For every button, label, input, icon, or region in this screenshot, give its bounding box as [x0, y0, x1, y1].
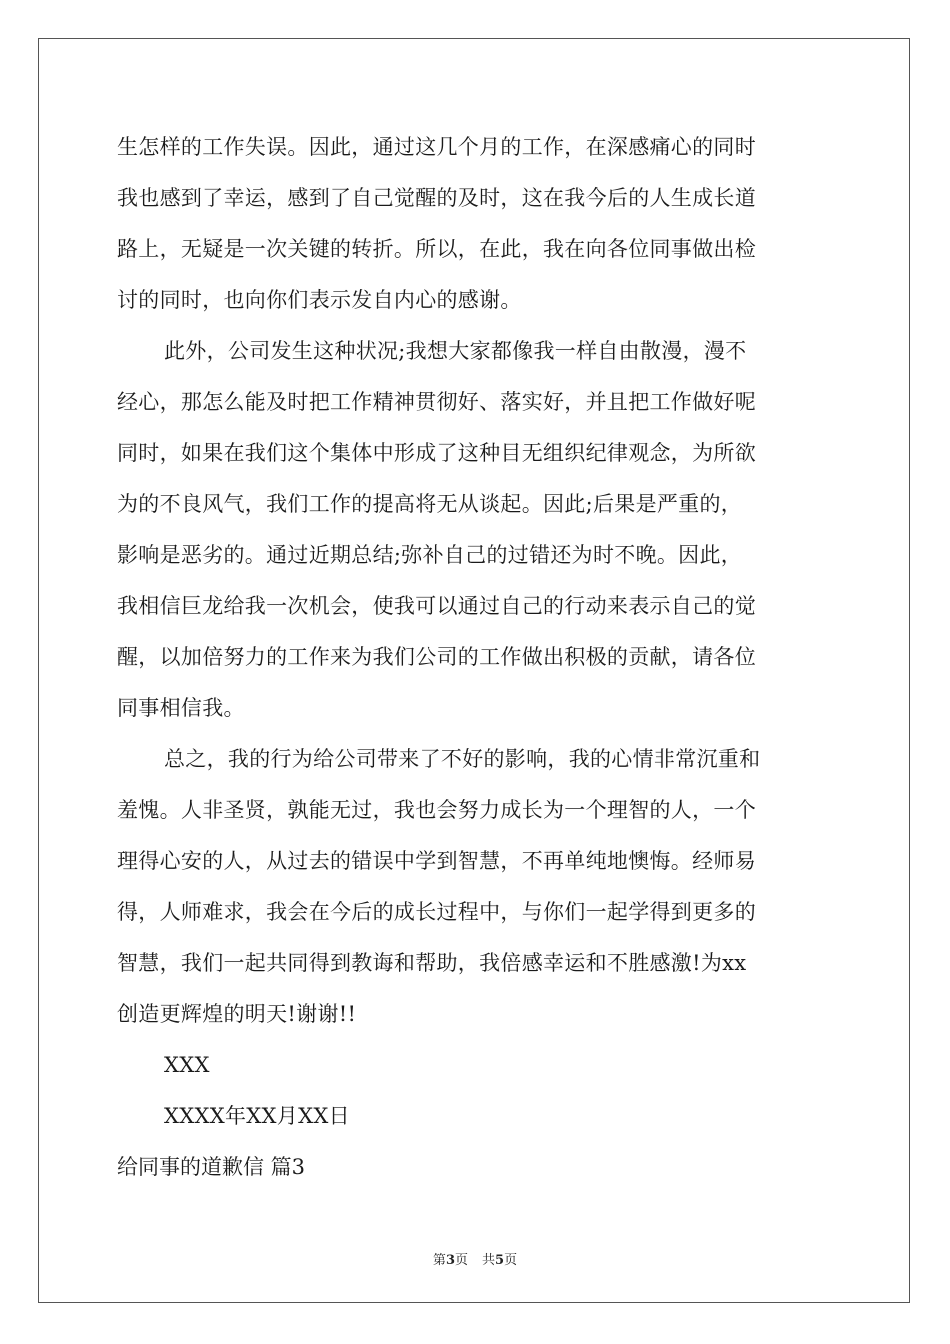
page-footer: [0, 1249, 950, 1268]
page-prefix: 第: [432, 1253, 446, 1268]
text-line: 总之，我的行为给公司带来了不好的影响，我的心情非常沉重和: [164, 747, 761, 771]
text-line: 生怎样的工作失误。因此，通过这几个月的工作，在深感痛心的同时: [117, 135, 756, 159]
text-line: 路上，无疑是一次关键的转折。所以，在此，我在向各位同事做出检: [117, 237, 756, 261]
text-line: XXX: [164, 1053, 210, 1077]
total-prefix: 共: [482, 1253, 496, 1268]
text-line: 醒，以加倍努力的工作来为我们公司的工作做出积极的贡献，请各位: [117, 645, 756, 669]
text-line: 羞愧。人非圣贤，孰能无过，我也会努力成长为一个理智的人，一个: [117, 798, 756, 822]
text-line: 我相信巨龙给我一次机会，使我可以通过自己的行动来表示自己的觉: [117, 594, 756, 618]
text-line: 经心，那怎么能及时把工作精神贯彻好、落实好，并且把工作做好呢: [117, 390, 756, 414]
page-current: 3: [445, 1253, 455, 1268]
text-line: 此外，公司发生这种状况;我想大家都像我一样自由散漫，漫不: [164, 339, 747, 363]
document-body: [117, 122, 837, 1193]
text-line: 智慧，我们一起共同得到教诲和帮助，我倍感幸运和不胜感激!为xx: [117, 951, 747, 975]
text-line: 同时，如果在我们这个集体中形成了这种目无组织纪律观念，为所欲: [117, 441, 756, 465]
text-line: 同事相信我。: [117, 696, 245, 720]
text-line: 为的不良风气，我们工作的提高将无从谈起。因此;后果是严重的，: [117, 492, 743, 516]
section-title: 给同事的道歉信 篇3: [117, 1155, 306, 1179]
total-suffix: 页: [504, 1253, 518, 1268]
page-total: 5: [495, 1253, 505, 1268]
text-line: 创造更辉煌的明天!谢谢!!: [117, 1002, 357, 1026]
text-line: 得，人师难求，我会在今后的成长过程中，与你们一起学得到更多的: [117, 900, 756, 924]
text-line: XXXX年XX月XX日: [164, 1104, 350, 1128]
text-line: 影响是恶劣的。通过近期总结;弥补自己的过错还为时不晚。因此，: [117, 543, 743, 567]
page-suffix: 页: [454, 1253, 468, 1268]
text-line: 我也感到了幸运，感到了自己觉醒的及时，这在我今后的人生成长道: [117, 186, 756, 210]
text-line: 理得心安的人，从过去的错误中学到智慧，不再单纯地懊悔。经师易: [117, 849, 756, 873]
text-line: 讨的同时，也向你们表示发自内心的感谢。: [117, 288, 522, 312]
